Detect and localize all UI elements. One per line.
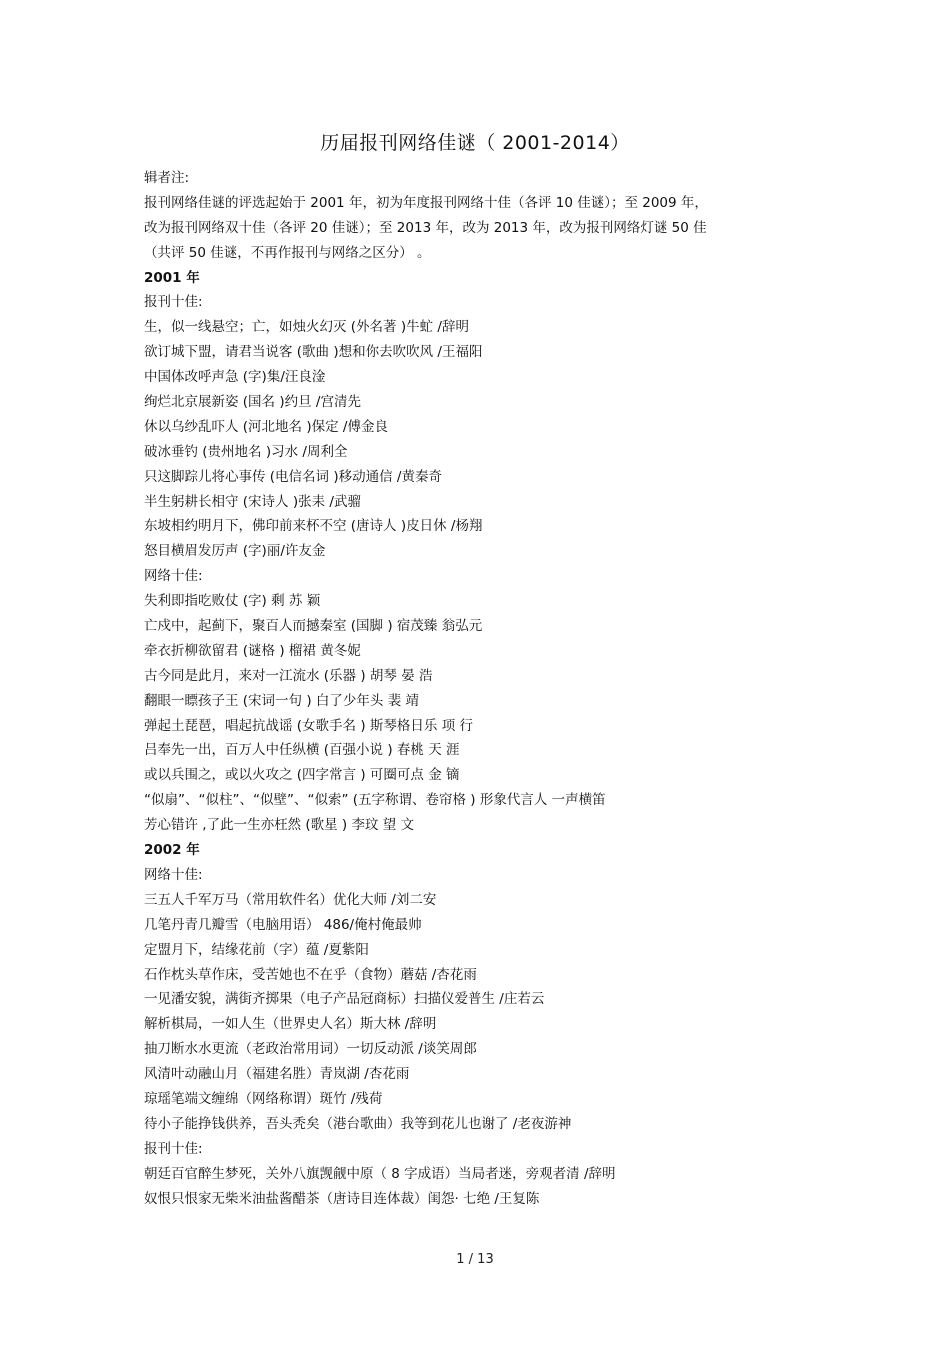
text-line: 抽刀断水水更流（老政治常用词）一切反动派 /谈笑周郎: [144, 1041, 477, 1058]
text-line: 东坡相约明月下，佛印前来杯不空 (唐诗人 )皮日休 /杨翔: [144, 518, 483, 535]
text-line: 翻眼一瞟孩子王 (宋词一句 ) 白了少年头 裴 靖: [144, 692, 419, 709]
document-body: [144, 166, 816, 1211]
text-line: 只这脚踪儿将心事传 (电信名词 )移动通信 /黄秦奇: [144, 468, 442, 485]
text-line: 中国体改呼声急 (字)集/汪良淦: [144, 369, 326, 386]
text-line: 古今同是此月，来对一江流水 (乐器 ) 胡琴 晏 浩: [144, 667, 433, 684]
text-line: 定盟月下，结缘花前（字）蕴 /夏紫阳: [144, 941, 369, 958]
text-line: 失利即指吃败仗 (字) 剩 苏 颖: [144, 593, 321, 610]
text-line: 绚烂北京展新姿 (国名 )约旦 /宫清先: [144, 394, 361, 411]
text-line: 朝廷百官醉生梦死，关外八旗觊觎中原（ 8 字成语）当局者迷，旁观者清 /辞明: [144, 1165, 616, 1182]
text-line: 改为报刊网络双十佳（各评 20 佳谜）；至 2013 年，改为 2013 年，改为报刊网络灯谜 50 佳: [144, 219, 707, 236]
text-line: 几笔丹青几瓣雪（电脑用语） 486/俺村俺最帅: [144, 916, 422, 933]
text-line: 石作枕头草作床，受苦她也不在乎（食物）蘑菇 /杏花雨: [144, 966, 477, 983]
year-heading: 2001 年: [144, 269, 200, 286]
text-line: 弹起土琵琶，唱起抗战谣 (女歌手名 ) 斯琴格日乐 项 行: [144, 717, 473, 734]
text-line: 解析棋局，一如人生（世界史人名）斯大林 /辞明: [144, 1016, 437, 1033]
text-line: 报刊网络佳谜的评选起始于 2001 年，初为年度报刊网络十佳（各评 10 佳谜）；至 2009 年，: [144, 194, 708, 211]
text-line: 休以乌纱乱吓人 (河北地名 )保定 /傅金良: [144, 418, 388, 435]
text-line: 辑者注:: [144, 170, 190, 186]
document-title: 历届报刊网络佳谜（ 2001-2014）: [320, 132, 630, 154]
text-line: 奴恨只恨家无柴米油盐酱醋茶（唐诗目连体裁）闺怨· 七绝 /王复陈: [144, 1190, 540, 1207]
text-line: 三五人千军万马（常用软件名）优化大师 /刘二安: [144, 891, 437, 908]
text-line: 网络十佳:: [144, 866, 203, 883]
text-line: 或以兵围之，或以火攻之 (四字常言 ) 可圈可点 金 镝: [144, 767, 460, 784]
text-line: 风清叶动融山月（福建名胜）青岚湖 /杏花雨: [144, 1066, 410, 1083]
text-line: （共评 50 佳谜，不再作报刊与网络之区分） 。: [144, 244, 431, 261]
text-line: “似扇”、“似柱”、“似壁”、“似索” (五字称谓、卷帘格 ) 形象代言人 一声横笛: [144, 792, 606, 809]
text-line: 琼瑶笔端文缠绵（网络称谓）斑竹 /残荷: [144, 1090, 383, 1107]
text-line: 牵衣折柳欲留君 (谜格 ) 榴裙 黄冬妮: [144, 642, 361, 659]
text-line: 报刊十佳:: [144, 294, 203, 311]
text-line: 亡戍中，起蓟下，聚百人而撼秦室 (国脚 ) 宿茂臻 翁弘元: [144, 618, 483, 635]
page-number: 1 / 13: [456, 1252, 494, 1267]
text-line: 网络十佳:: [144, 568, 203, 585]
text-line: 欲订城下盟，请君当说客 (歌曲 )想和你去吹吹风 /王福阳: [144, 344, 483, 361]
text-line: 半生躬耕长相守 (宋诗人 )张耒 /武骝: [144, 493, 361, 510]
text-line: 一见潘安貌，满街齐掷果（电子产品冠商标）扫描仪爱普生 /庄若云: [144, 991, 545, 1008]
text-line: 报刊十佳:: [144, 1140, 203, 1157]
year-heading: 2002 年: [144, 842, 200, 859]
text-line: 生，似一线悬空；亡，如烛火幻灭 (外名著 )牛虻 /辞明: [144, 319, 469, 336]
text-line: 待小子能挣钱供养，吾头秃矣（港台歌曲）我等到花儿也谢了 /老夜游神: [144, 1115, 572, 1132]
text-line: 芳心错许 ,了此一生亦枉然 (歌星 ) 李玟 望 文: [144, 817, 415, 834]
text-line: 破冰垂钓 (贵州地名 )习水 /周利全: [144, 443, 348, 460]
text-line: 怒目横眉发厉声 (字)丽/许友金: [144, 543, 326, 560]
text-line: 吕奉先一出，百万人中任纵横 (百强小说 ) 春桃 天 涯: [144, 742, 460, 759]
